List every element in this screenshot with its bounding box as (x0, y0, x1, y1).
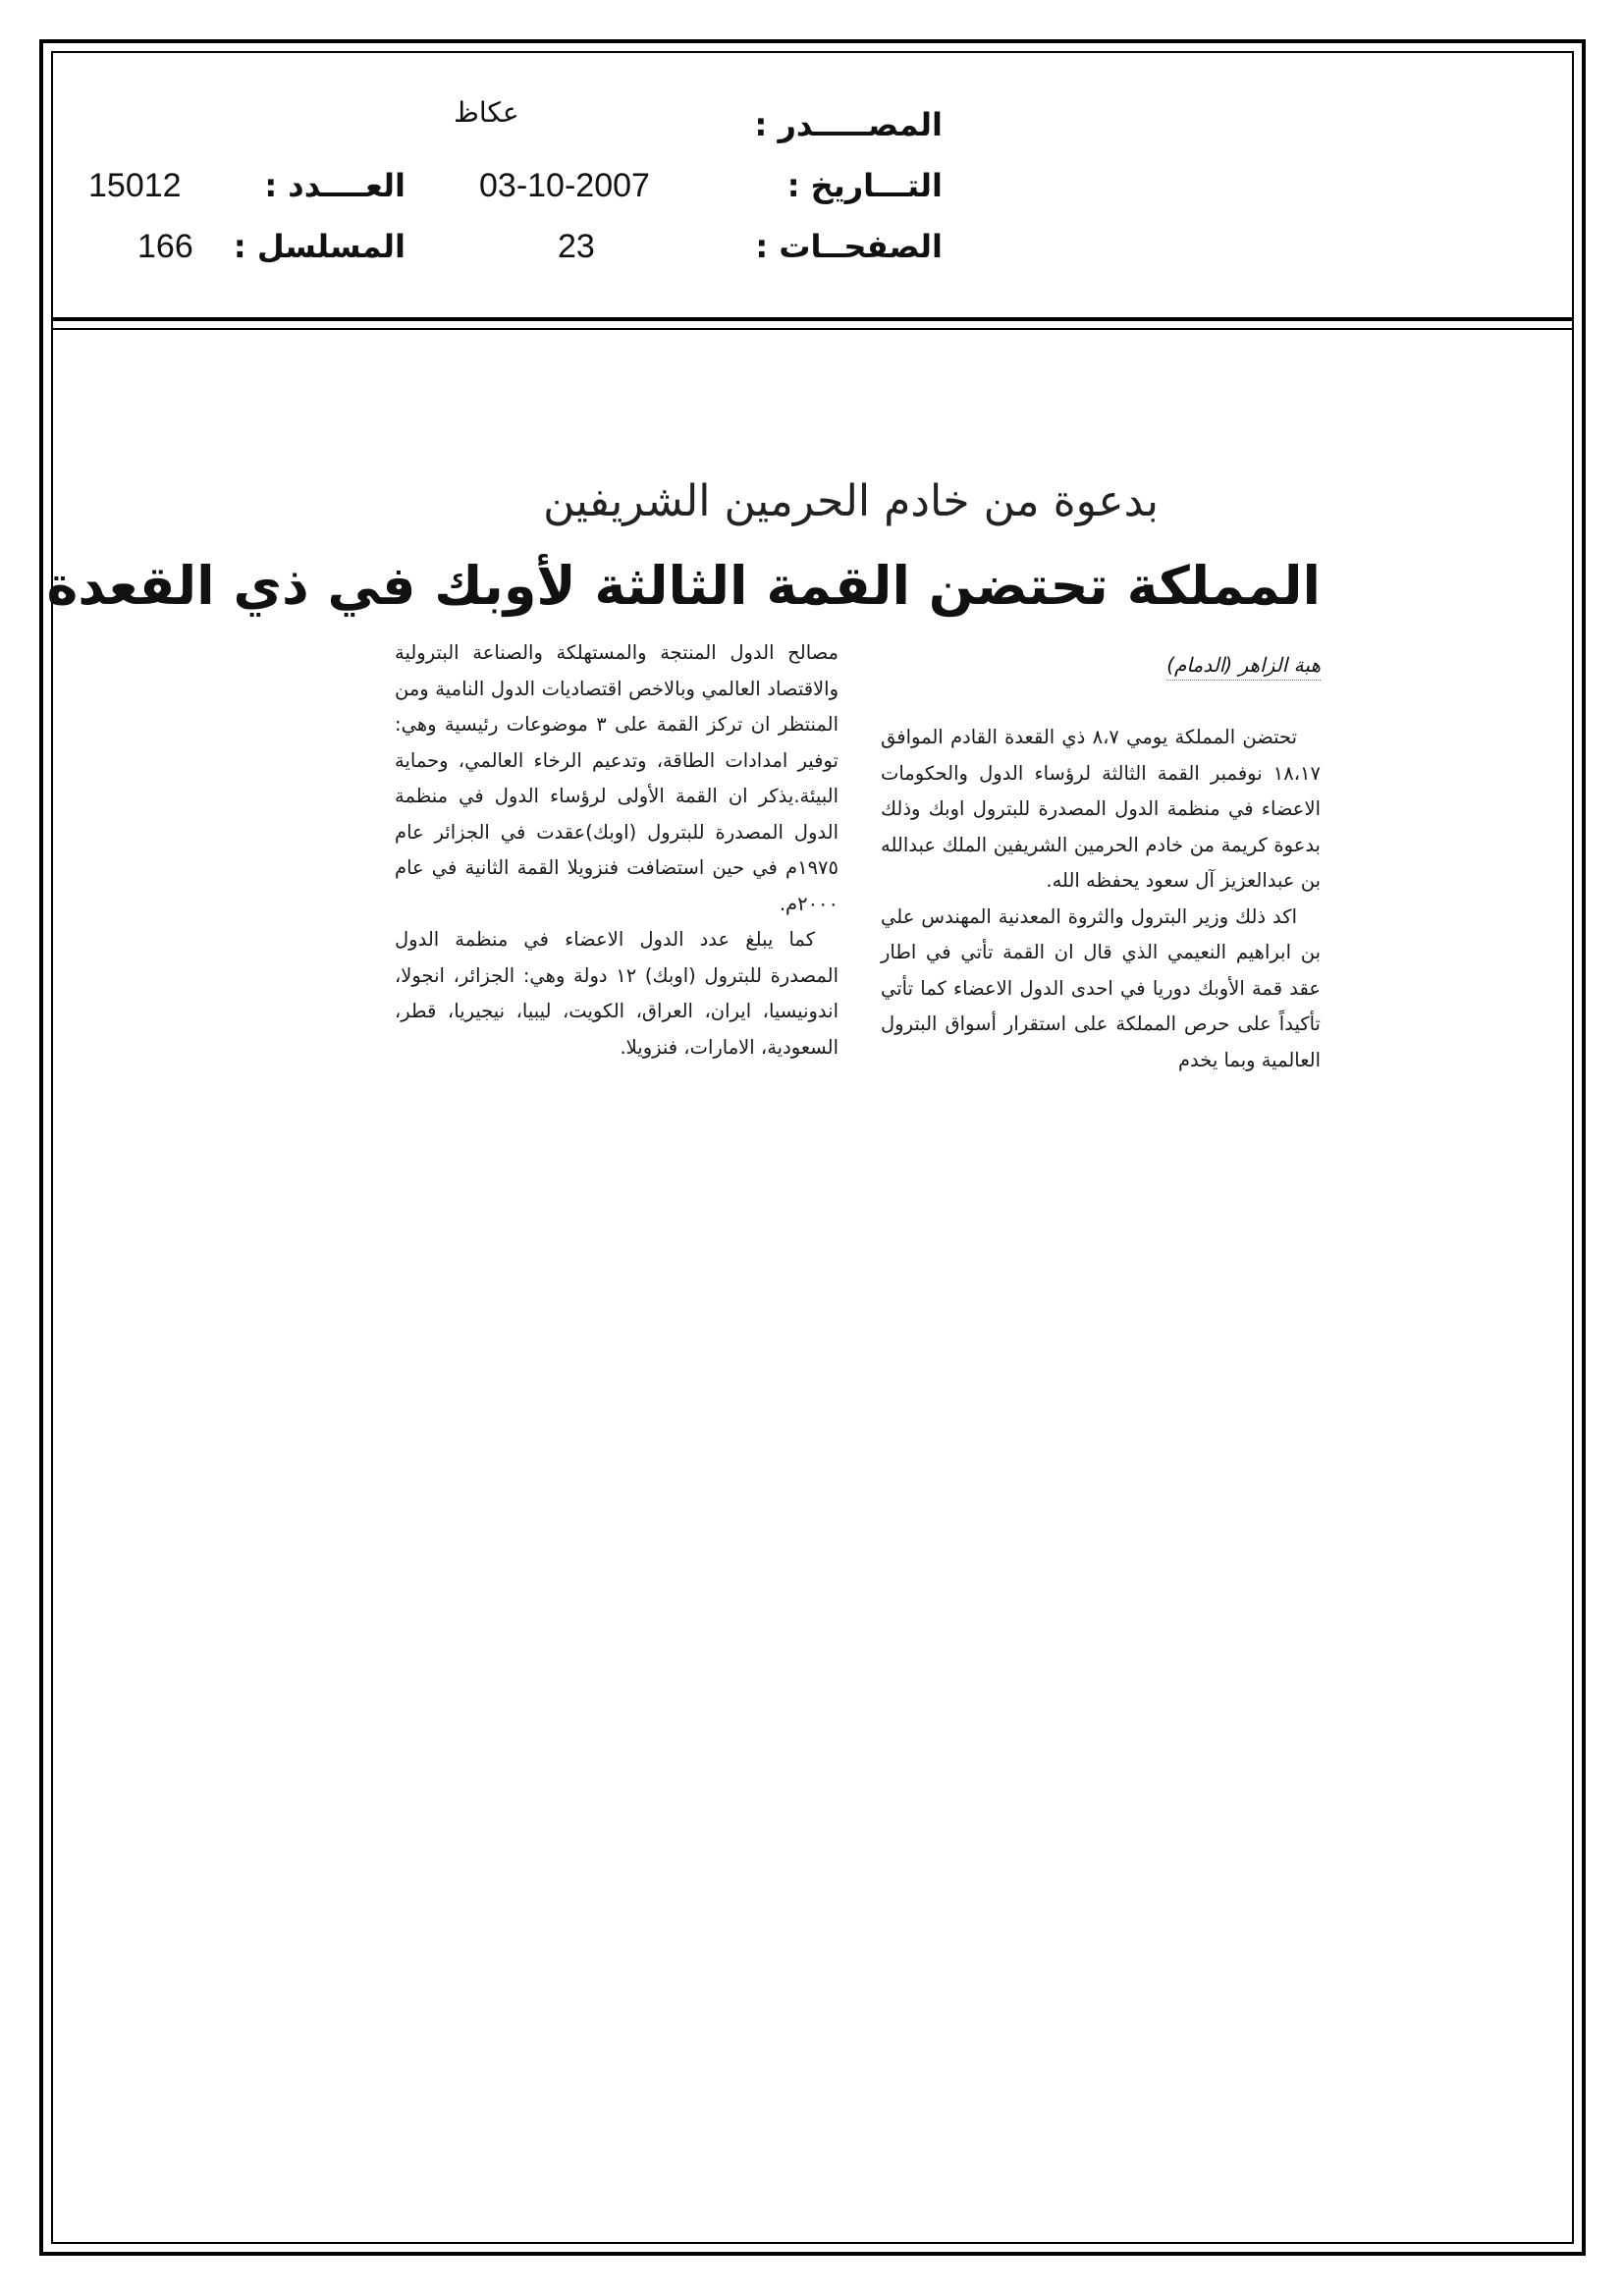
article-column-left (395, 635, 839, 1066)
page-inner-border (51, 51, 1574, 2244)
news-clipping (46, 457, 1335, 1134)
paragraph: كما يبلغ عدد الدول الاعضاء في منظمة الدول المصدرة للبترول (اوبك) ١٢ دولة وهي: الجزائر، انجولا، اندونيسيا، ايران، العراق، الكويت، ليبيا، نيجيريا، قطر، السعودية، الامارات، فنزويلا. (395, 928, 839, 1059)
pages-value: 23 (558, 228, 595, 265)
paragraph: تحتضن المملكة يومي ٨،٧ ذي القعدة القادم الموافق ١٨،١٧ نوفمبر القمة الثالثة لرؤساء الدول والحكومات الاعضاء في منظمة الدول المصدرة للبترول اوبك وذلك بدعوة كريمة من خادم الحرمين الشريفين الملك عبدالله بن عبدالعزيز آل سعود يحفظه الله. (881, 726, 1321, 892)
issue-value: 15012 (88, 167, 182, 204)
article-column-right (881, 720, 1321, 1078)
source-value: عكاظ (454, 96, 519, 129)
source-label: المصـــــدر : (754, 106, 943, 143)
issue-label: العــــدد : (264, 167, 406, 204)
date-label: التـــاريخ : (786, 167, 943, 204)
article-headline: المملكة تحتضن القمة الثالثة لأوبك في ذي القعدة (46, 555, 1321, 617)
paragraph: مصالح الدول المنتجة والمستهلكة والصناعة البترولية والاقتصاد العالمي وبالاخص اقتصاديات الدول النامية ومن المنتظر ان تركز القمة على ٣ موضوعات رئيسية وهي: توفير امدادات الطاقة، وتدعيم الرخاء العالمي، وحماية البيئة.يذكر ان القمة الأولى لرؤساء الدول في منظمة الدول المصدرة للبترول (اوبك)عقدت في الجزائر عام ١٩٧٥م في حين استضافت فنزويلا القمة الثانية في عام ٢٠٠٠م. (395, 641, 839, 915)
serial-label: المسلسل : (233, 228, 406, 265)
date-value: 03-10-2007 (479, 167, 650, 204)
article-byline: هبة الزاهر (الدمام) (1166, 653, 1321, 681)
serial-value: 166 (137, 228, 193, 265)
paragraph: اكد ذلك وزير البترول والثروة المعدنية المهندس علي بن ابراهيم النعيمي الذي قال ان القمة تأتي في اطار عقد قمة الأوبك دوريا في احدى الدول الاعضاء كما تأتي تأكيداً على حرص المملكة على استقرار أسواق البترول العالمية وبما يخدم (881, 904, 1321, 1071)
header-divider-thin (51, 328, 1574, 330)
header-divider-thick (51, 317, 1574, 321)
article-kicker: بدعوة من خادم الحرمين الشريفين (543, 476, 1159, 526)
pages-label: الصفحــات : (755, 228, 943, 265)
